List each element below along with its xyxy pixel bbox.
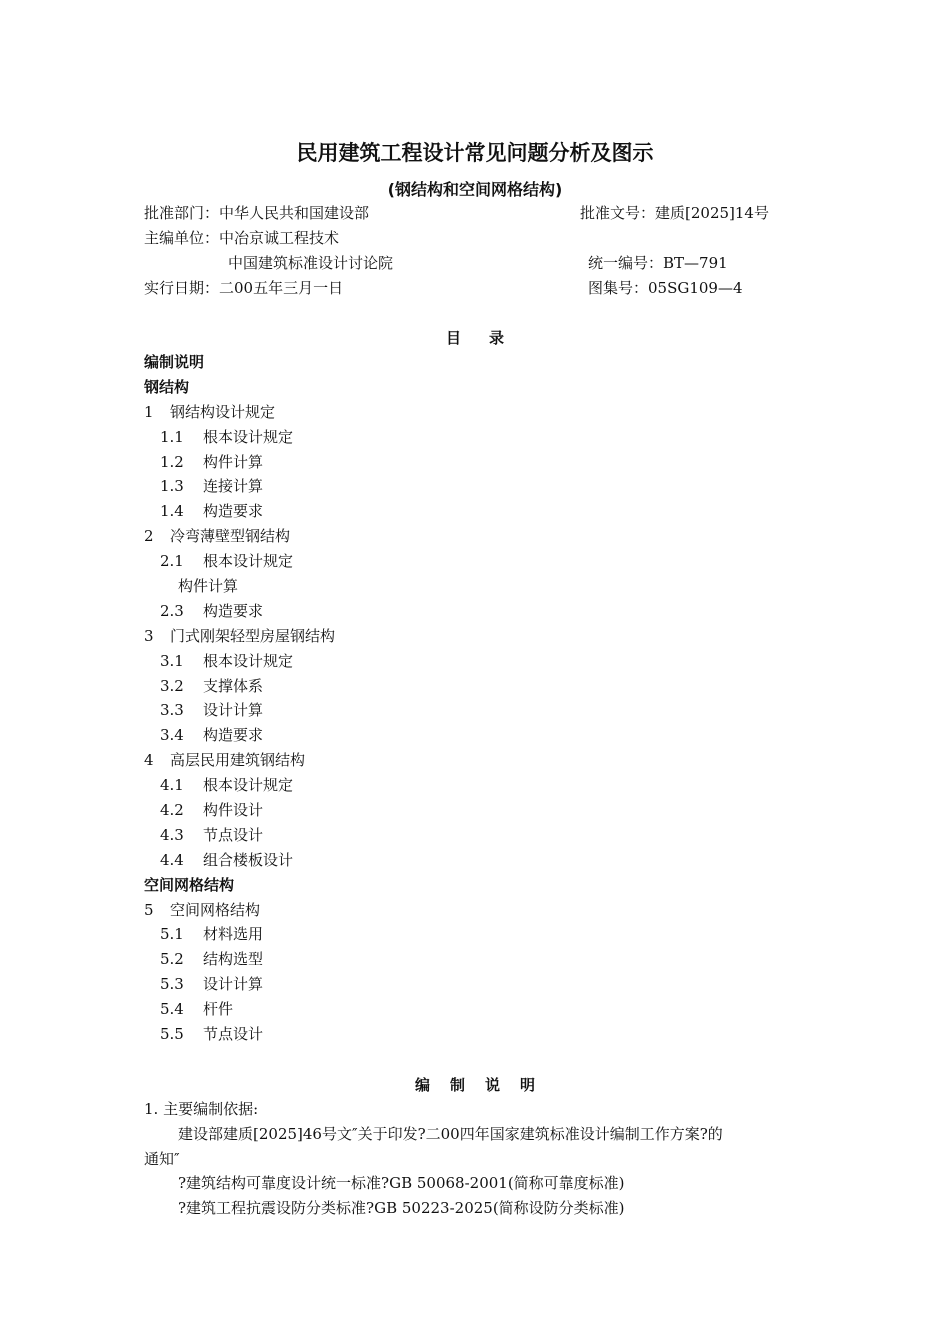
toc-item-number: 4.1 [160,776,184,795]
toc-item-label: 根本设计规定 [203,776,294,795]
toc-item-label: 节点设计 [203,825,264,844]
toc-item [144,551,335,576]
toc-item [144,875,335,900]
toc-item [144,626,335,651]
toc-item [144,476,335,501]
basis-paragraph-line-1: 建设部建质[2025]46号文″关于印发?二00四年国家建筑标准设计编制工作方案?的 [178,1125,723,1143]
toc-item-label: 根本设计规定 [203,427,294,446]
toc-item-number: 5.4 [160,1000,184,1019]
toc-item [144,377,335,402]
toc-item-label: 设计计算 [203,701,264,720]
basis-label: 1. 主要编制依据: [144,1100,259,1118]
toc-item-label: 杆件 [203,1000,234,1019]
toc-item-label: 根本设计规定 [203,552,294,571]
toc-item-label: 构件计算 [178,577,239,596]
basis-paragraph-line-2: 通知″ [144,1150,180,1168]
toc-item [144,676,335,701]
toc-item [144,452,335,477]
toc-item [144,800,335,825]
document-title: 民用建筑工程设计常见问题分析及图示 [296,141,654,165]
toc-item-number: 1.4 [160,502,184,521]
toc-item [144,900,335,925]
toc-item [144,924,335,949]
toc-item-number: 5 [144,900,154,919]
toc-item-label: 结构选型 [203,950,264,969]
toc-item-label: 组合楼板设计 [203,850,294,869]
toc-item-label: 材料选用 [203,925,264,944]
toc-item-label: 构造要求 [203,726,264,745]
toc-item-number: 1 [144,402,154,421]
toc-item-number: 4.3 [160,825,184,844]
basis-item-1: ?建筑结构可靠度设计统一标准?GB 50068-2001(简称可靠度标准) [178,1174,625,1192]
toc-item-label: 连接计算 [203,477,264,496]
toc-item-label: 根本设计规定 [203,651,294,670]
editor-unit-1: 主编单位：中冶京诚工程技术 [144,229,340,247]
toc-item-number: 1.3 [160,477,184,496]
toc-item [144,775,335,800]
toc-item [144,850,335,875]
atlas-number: 图集号：05SG109—4 [588,279,743,297]
toc-item-number: 3.1 [160,651,184,670]
toc-item [144,725,335,750]
toc-item-number: 1.1 [160,427,184,446]
basis-item-2: ?建筑工程抗震设防分类标准?GB 50223-2025(简称设防分类标准) [178,1199,625,1217]
toc-item-number: 3 [144,626,154,645]
document-subtitle: (钢结构和空间网格结构) [387,180,563,199]
toc-item [144,526,335,551]
toc-item-number: 5.3 [160,975,184,994]
toc-item-number: 5.2 [160,950,184,969]
toc-item-number: 3.2 [160,676,184,695]
implementation-date: 实行日期：二00五年三月一日 [144,279,344,297]
toc-item [144,402,335,427]
toc-item [144,601,335,626]
approve-doc: 批准文号：建质[2025]14号 [580,204,769,222]
toc-item [144,576,335,601]
toc-item [144,1024,335,1049]
uniform-number: 统一编号：BT—791 [588,254,728,272]
toc-item-label: 构件计算 [203,452,264,471]
toc-item-label: 构件设计 [203,801,264,820]
toc-item-label: 钢结构 [144,377,190,396]
toc-item-number: 4.2 [160,801,184,820]
toc-item [144,501,335,526]
toc-item-label: 空间网格结构 [170,900,261,919]
toc-item [144,427,335,452]
toc-item-number: 2.1 [160,552,184,571]
toc-item-label: 钢结构设计规定 [170,402,276,421]
toc-item-label: 设计计算 [203,975,264,994]
toc-item [144,750,335,775]
approve-dept: 批准部门：中华人民共和国建设部 [144,204,370,222]
toc-item-number: 2.3 [160,601,184,620]
toc-item-number: 2 [144,527,154,546]
toc-item [144,700,335,725]
toc-item-number: 3.4 [160,726,184,745]
toc-heading: 目录 [445,329,532,347]
toc-item-number: 4.4 [160,850,184,869]
toc-item [144,651,335,676]
toc-item-number: 4 [144,751,154,770]
toc-item-number: 3.3 [160,701,184,720]
toc-item-number: 5.5 [160,1025,184,1044]
toc-item [144,999,335,1024]
toc-item [144,974,335,999]
toc-item-label: 门式刚架轻型房屋钢结构 [170,626,336,645]
toc-item [144,825,335,850]
toc-item-number: 5.1 [160,925,184,944]
toc-item-label: 编制说明 [144,353,205,371]
toc-item [144,352,335,377]
description-heading: 编制说明 [414,1076,555,1094]
toc-item-label: 节点设计 [203,1025,264,1044]
toc-item-label: 构造要求 [203,601,264,620]
toc-item-label: 构造要求 [203,502,264,521]
toc-item-number: 1.2 [160,452,184,471]
table-of-contents [144,352,335,1049]
toc-item [144,949,335,974]
toc-item-label: 空间网格结构 [144,875,235,894]
toc-item-label: 高层民用建筑钢结构 [170,751,306,770]
toc-item-label: 支撑体系 [203,676,264,695]
toc-item-label: 冷弯薄壁型钢结构 [170,527,291,546]
editor-unit-2: 中国建筑标准设计讨论院 [228,254,394,272]
